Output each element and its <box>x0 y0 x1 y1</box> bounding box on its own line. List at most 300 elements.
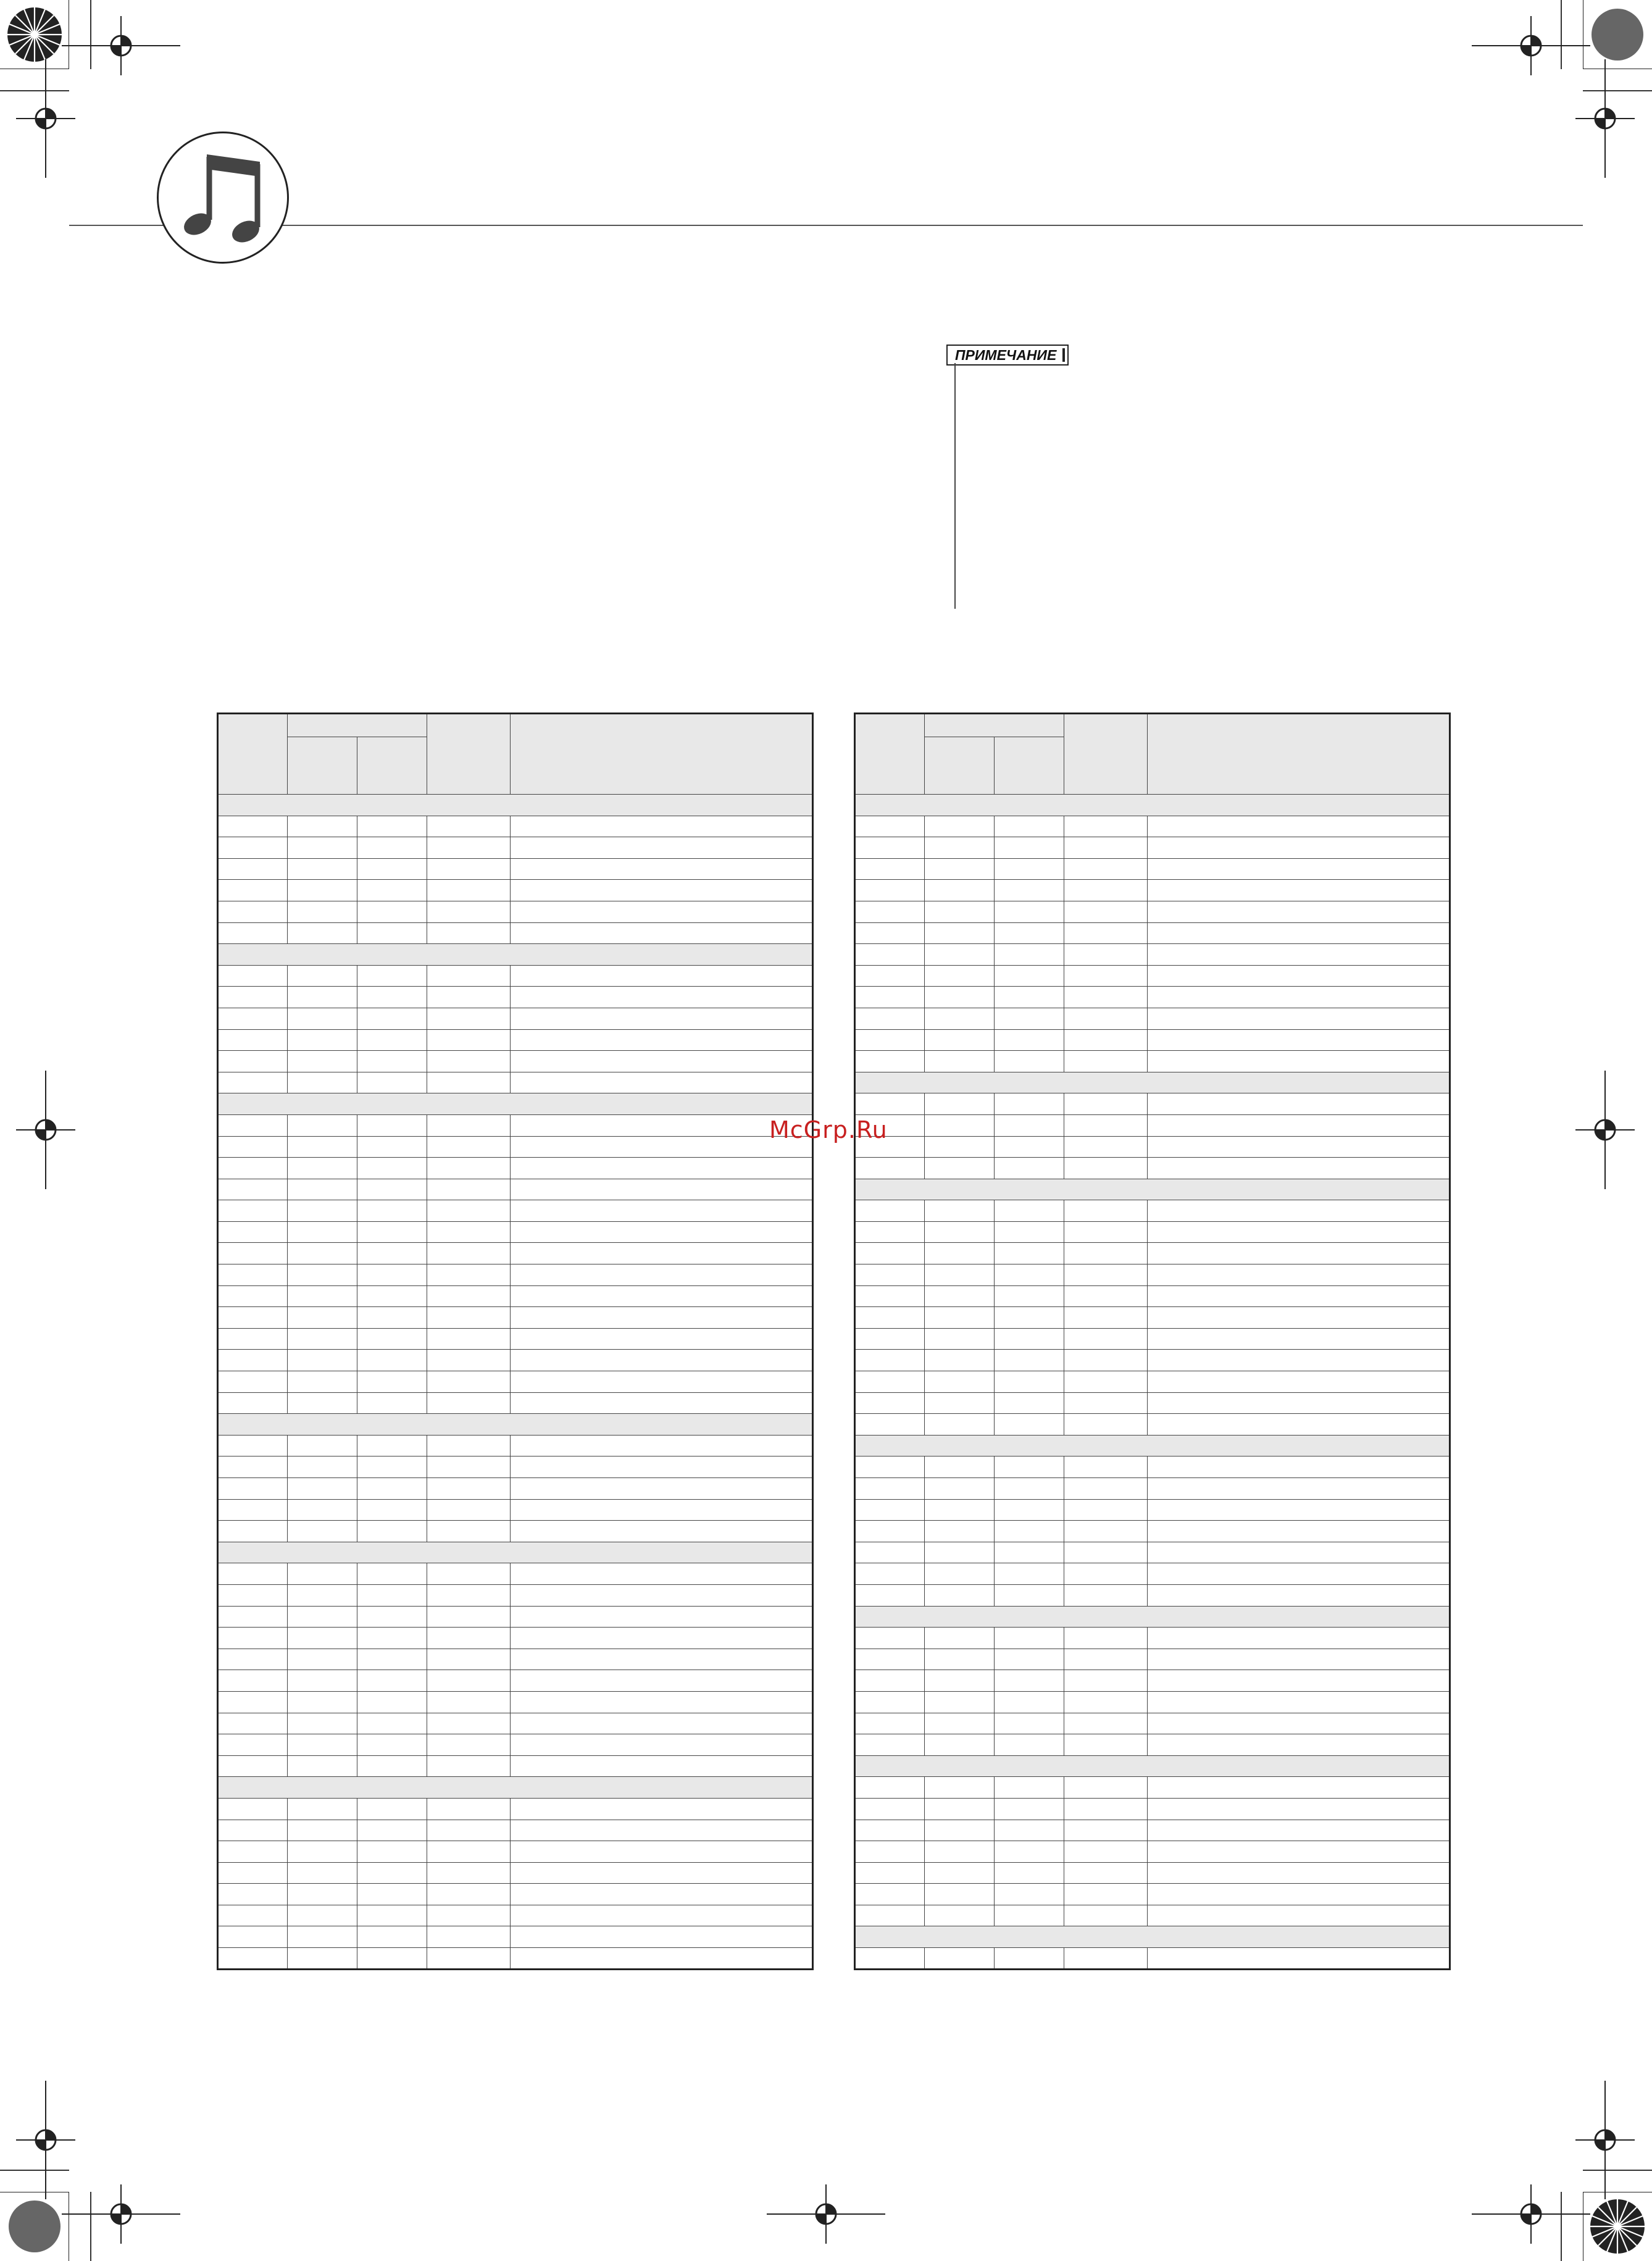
header-cell <box>1148 714 1450 795</box>
table-cell <box>1148 1948 1450 1970</box>
table-cell <box>995 1584 1064 1606</box>
table-row <box>855 1029 1450 1051</box>
table-cell <box>288 1136 357 1158</box>
table-cell <box>855 1798 925 1820</box>
table-row <box>218 901 813 922</box>
table-cell <box>1148 1114 1450 1136</box>
table-cell <box>995 1734 1064 1756</box>
table-row <box>218 1158 813 1179</box>
table-cell <box>427 1264 511 1286</box>
watermark[interactable]: McGrp.Ru <box>769 1116 888 1143</box>
table-cell <box>995 1264 1064 1286</box>
table-cell <box>1064 1350 1148 1371</box>
table-cell <box>357 1435 427 1456</box>
table-cell <box>288 1200 357 1222</box>
table-row <box>855 1820 1450 1841</box>
table-cell <box>288 1072 357 1093</box>
table-cell <box>218 1734 288 1756</box>
table-cell <box>218 1179 288 1200</box>
table-cell <box>218 1713 288 1734</box>
table-row <box>218 1243 813 1264</box>
table-cell <box>357 1264 427 1286</box>
color-target-icon <box>1583 2192 1652 2261</box>
table-cell <box>1148 1307 1450 1329</box>
table-cell <box>357 1200 427 1222</box>
table-cell <box>218 1051 288 1072</box>
section-cell <box>855 795 1450 816</box>
table-cell <box>995 1051 1064 1072</box>
table-cell <box>855 1392 925 1414</box>
table-cell <box>855 1029 925 1051</box>
table-row <box>218 1734 813 1756</box>
table-cell <box>288 1713 357 1734</box>
section-cell <box>218 1414 813 1436</box>
table-cell <box>1064 816 1148 837</box>
table-cell <box>218 1221 288 1243</box>
table-row <box>218 1051 813 1072</box>
table-cell <box>218 1264 288 1286</box>
table-cell <box>925 901 995 922</box>
table-row <box>855 1456 1450 1478</box>
table-cell <box>855 1542 925 1563</box>
header-cell <box>995 737 1064 795</box>
table-cell <box>1148 987 1450 1008</box>
section-row <box>855 1179 1450 1200</box>
table-cell <box>995 1136 1064 1158</box>
table-cell <box>855 922 925 944</box>
table-cell <box>995 1478 1064 1500</box>
section-cell <box>218 944 813 966</box>
table-cell <box>855 1563 925 1585</box>
table-cell <box>218 1521 288 1542</box>
table-cell <box>288 1926 357 1948</box>
table-cell <box>1148 1521 1450 1542</box>
table-cell <box>357 1328 427 1350</box>
table-row <box>855 1499 1450 1521</box>
table-cell <box>1064 1456 1148 1478</box>
table-cell <box>511 987 813 1008</box>
table-cell <box>1148 944 1450 966</box>
table-cell <box>995 1521 1064 1542</box>
table-cell <box>855 837 925 859</box>
table-row <box>218 922 813 944</box>
table-cell <box>1148 1008 1450 1029</box>
table-cell <box>855 1628 925 1649</box>
table-cell <box>357 1051 427 1072</box>
table-cell <box>925 1521 995 1542</box>
table-cell <box>427 1435 511 1456</box>
table-cell <box>925 1285 995 1307</box>
table-cell <box>511 1841 813 1863</box>
table-cell <box>855 1478 925 1500</box>
table-cell <box>218 1499 288 1521</box>
table-cell <box>357 1862 427 1884</box>
table-cell <box>1064 1414 1148 1436</box>
table-cell <box>288 1051 357 1072</box>
table-cell <box>511 1905 813 1926</box>
header-cell <box>357 737 427 795</box>
table-cell <box>288 1158 357 1179</box>
table-cell <box>1148 1820 1450 1841</box>
table-cell <box>218 1798 288 1820</box>
header-cell <box>925 714 1064 737</box>
table-cell <box>511 965 813 987</box>
table-cell <box>288 1670 357 1692</box>
table-row <box>218 816 813 837</box>
table-cell <box>288 1862 357 1884</box>
table-cell <box>925 965 995 987</box>
table-cell <box>427 1200 511 1222</box>
registration-crosshair-icon <box>62 16 180 75</box>
table-cell <box>427 1307 511 1329</box>
table-cell <box>288 1264 357 1286</box>
section-row <box>855 1926 1450 1948</box>
table-row <box>218 1606 813 1628</box>
table-cell <box>1148 1029 1450 1051</box>
table-cell <box>855 1414 925 1436</box>
table-cell <box>995 1905 1064 1926</box>
table-cell <box>511 1221 813 1243</box>
table-cell <box>218 1755 288 1777</box>
table-cell <box>995 1777 1064 1799</box>
header-cell <box>218 714 288 795</box>
table-row <box>218 987 813 1008</box>
section-row <box>218 795 813 816</box>
table-cell <box>1148 1221 1450 1243</box>
note-label: ПРИМЕЧАНИЕ <box>946 345 1069 366</box>
table-cell <box>855 1862 925 1884</box>
table-cell <box>218 987 288 1008</box>
table-cell <box>427 1948 511 1970</box>
table-cell <box>357 1285 427 1307</box>
header-cell <box>511 714 813 795</box>
table-cell <box>855 1948 925 1970</box>
table-cell <box>1148 1649 1450 1670</box>
table-cell <box>427 1563 511 1585</box>
table-cell <box>1064 901 1148 922</box>
table-cell <box>925 1158 995 1179</box>
left-table <box>217 713 814 1970</box>
table-row <box>218 1584 813 1606</box>
table-cell <box>218 816 288 837</box>
table-row <box>218 1072 813 1093</box>
table-cell <box>357 1905 427 1926</box>
table-cell <box>855 1777 925 1799</box>
table-cell <box>1064 1862 1148 1884</box>
table-cell <box>288 1008 357 1029</box>
table-cell <box>925 1777 995 1799</box>
table-cell <box>218 1649 288 1670</box>
table-cell <box>1148 1628 1450 1649</box>
table-cell <box>427 880 511 901</box>
table-row <box>855 1862 1450 1884</box>
table-cell <box>1148 1328 1450 1350</box>
table-cell <box>1148 837 1450 859</box>
table-cell <box>1064 1563 1148 1585</box>
table-cell <box>925 1948 995 1970</box>
table-cell <box>218 1158 288 1179</box>
section-row <box>855 1606 1450 1628</box>
table-cell <box>1148 858 1450 880</box>
table-cell <box>218 1136 288 1158</box>
table-cell <box>925 1051 995 1072</box>
table-row <box>218 1008 813 1029</box>
table-cell <box>357 880 427 901</box>
table-cell <box>1064 1200 1148 1222</box>
table-cell <box>925 1628 995 1649</box>
table-cell <box>511 1179 813 1200</box>
table-cell <box>1148 1136 1450 1158</box>
table-cell <box>218 1008 288 1029</box>
table-cell <box>925 1713 995 1734</box>
table-cell <box>1148 1456 1450 1478</box>
table-cell <box>1064 1948 1148 1970</box>
table-cell <box>218 1584 288 1606</box>
table-cell <box>288 1029 357 1051</box>
table-cell <box>218 1478 288 1500</box>
table-cell <box>288 1948 357 1970</box>
table-cell <box>427 1521 511 1542</box>
table-cell <box>511 1670 813 1692</box>
table-row <box>218 1478 813 1500</box>
registration-crosshair-icon <box>62 2184 180 2244</box>
table-cell <box>511 1307 813 1329</box>
table-cell <box>427 901 511 922</box>
table-cell <box>995 922 1064 944</box>
section-cell <box>218 1542 813 1563</box>
table-cell <box>1064 1734 1148 1756</box>
table-cell <box>925 1649 995 1670</box>
table-cell <box>357 1350 427 1371</box>
table-cell <box>357 1072 427 1093</box>
table-cell <box>925 1905 995 1926</box>
table-cell <box>357 1243 427 1264</box>
table-cell <box>1148 1798 1450 1820</box>
table-cell <box>1064 987 1148 1008</box>
table-cell <box>427 1478 511 1500</box>
table-cell <box>288 987 357 1008</box>
table-cell <box>511 1713 813 1734</box>
table-cell <box>1148 1670 1450 1692</box>
table-cell <box>1148 1884 1450 1905</box>
table-cell <box>925 1841 995 1863</box>
table-row <box>218 1691 813 1713</box>
table-cell <box>925 1456 995 1478</box>
table-cell <box>288 1884 357 1905</box>
table-cell <box>1064 1820 1148 1841</box>
table-cell <box>427 837 511 859</box>
table-cell <box>427 1606 511 1628</box>
table-row <box>218 1285 813 1307</box>
table-cell <box>1148 965 1450 987</box>
table-row <box>855 858 1450 880</box>
table-cell <box>1064 1478 1148 1500</box>
table-cell <box>288 1328 357 1350</box>
table-cell <box>218 1456 288 1478</box>
table-cell <box>995 1798 1064 1820</box>
table-cell <box>511 1884 813 1905</box>
table-cell <box>1064 1798 1148 1820</box>
table-cell <box>1064 944 1148 966</box>
table-cell <box>357 1884 427 1905</box>
table-cell <box>357 1926 427 1948</box>
table-cell <box>925 1307 995 1329</box>
table-cell <box>855 1734 925 1756</box>
table-cell <box>1064 1328 1148 1350</box>
table-row <box>855 1243 1450 1264</box>
section-cell <box>855 1926 1450 1948</box>
table-cell <box>1064 1713 1148 1734</box>
table-cell <box>1064 1114 1148 1136</box>
table-row <box>855 987 1450 1008</box>
table-cell <box>357 1371 427 1393</box>
table-row <box>855 1542 1450 1563</box>
table-cell <box>511 1521 813 1542</box>
table-row <box>218 1862 813 1884</box>
table-cell <box>925 1414 995 1436</box>
table-row <box>855 1051 1450 1072</box>
table-cell <box>1148 1285 1450 1307</box>
table-row <box>855 944 1450 966</box>
section-row <box>218 944 813 966</box>
header-cell <box>855 714 925 795</box>
table-cell <box>855 1691 925 1713</box>
table-cell <box>288 880 357 901</box>
table-cell <box>925 858 995 880</box>
table-cell <box>995 1884 1064 1905</box>
table-cell <box>511 1499 813 1521</box>
table-cell <box>1148 1841 1450 1863</box>
table-cell <box>925 1200 995 1222</box>
table-cell <box>925 1392 995 1414</box>
table-cell <box>511 1435 813 1456</box>
table-cell <box>357 816 427 837</box>
table-cell <box>511 1862 813 1884</box>
table-row <box>218 1905 813 1926</box>
table-cell <box>1064 1521 1148 1542</box>
table-cell <box>288 1606 357 1628</box>
table-cell <box>855 1584 925 1606</box>
table-cell <box>511 1392 813 1414</box>
table-cell <box>511 1136 813 1158</box>
table-cell <box>357 1948 427 1970</box>
table-cell <box>357 1136 427 1158</box>
table-cell <box>925 1243 995 1264</box>
table-row <box>218 1841 813 1863</box>
table-cell <box>855 1200 925 1222</box>
table-cell <box>995 1713 1064 1734</box>
table-cell <box>995 1221 1064 1243</box>
section-cell <box>855 1179 1450 1200</box>
table-cell <box>511 816 813 837</box>
table-cell <box>288 1478 357 1500</box>
section-cell <box>855 1606 1450 1628</box>
table-cell <box>855 944 925 966</box>
table-cell <box>995 1862 1064 1884</box>
table-cell <box>427 1072 511 1093</box>
table-cell <box>288 1285 357 1307</box>
table-row <box>218 1926 813 1948</box>
table-cell <box>288 1649 357 1670</box>
table-cell <box>511 1691 813 1713</box>
table-cell <box>1148 1777 1450 1799</box>
table-cell <box>1148 901 1450 922</box>
table-cell <box>925 1136 995 1158</box>
table-cell <box>427 1221 511 1243</box>
table-row <box>218 1114 813 1136</box>
table-cell <box>218 1691 288 1713</box>
registration-crosshair-icon <box>1575 59 1635 178</box>
table-cell <box>1064 1093 1148 1115</box>
table-cell <box>1148 1713 1450 1734</box>
table-cell <box>1148 1264 1450 1286</box>
table-row <box>218 1884 813 1905</box>
table-cell <box>995 1392 1064 1414</box>
table-row <box>855 965 1450 987</box>
table-row <box>218 1264 813 1286</box>
table-cell <box>855 1456 925 1478</box>
table-cell <box>427 1798 511 1820</box>
table-row <box>855 880 1450 901</box>
table-cell <box>288 1221 357 1243</box>
table-row <box>218 880 813 901</box>
table-cell <box>427 1734 511 1756</box>
table-row <box>855 901 1450 922</box>
table-row <box>218 1456 813 1478</box>
table-cell <box>855 1649 925 1670</box>
table-cell <box>925 880 995 901</box>
table-cell <box>357 1798 427 1820</box>
table-cell <box>995 1243 1064 1264</box>
table-cell <box>1064 965 1148 987</box>
table-cell <box>925 1734 995 1756</box>
section-row <box>855 1755 1450 1777</box>
table-cell <box>511 1563 813 1585</box>
table-cell <box>925 1542 995 1563</box>
table-cell <box>995 880 1064 901</box>
table-cell <box>288 837 357 859</box>
table-row <box>855 1478 1450 1500</box>
table-cell <box>1064 1841 1148 1863</box>
registration-crosshair-icon <box>16 59 75 178</box>
table-cell <box>995 1371 1064 1393</box>
table-cell <box>995 1307 1064 1329</box>
table-cell <box>855 1328 925 1350</box>
table-cell <box>511 1584 813 1606</box>
table-cell <box>855 1521 925 1542</box>
table-cell <box>995 1029 1064 1051</box>
table-cell <box>855 1051 925 1072</box>
table-cell <box>995 1649 1064 1670</box>
table-cell <box>218 1243 288 1264</box>
table-row <box>218 1499 813 1521</box>
table-cell <box>511 1200 813 1222</box>
table-cell <box>1064 1670 1148 1692</box>
table-row <box>855 1371 1450 1393</box>
table-cell <box>511 1755 813 1777</box>
table-row <box>218 1392 813 1414</box>
table-cell <box>511 901 813 922</box>
section-cell <box>855 1755 1450 1777</box>
table-cell <box>511 1478 813 1500</box>
table-cell <box>357 1584 427 1606</box>
table-cell <box>511 1029 813 1051</box>
table-row <box>855 1307 1450 1329</box>
table-cell <box>855 1350 925 1371</box>
table-row <box>218 1200 813 1222</box>
table-cell <box>1064 1499 1148 1521</box>
table-row <box>855 1691 1450 1713</box>
